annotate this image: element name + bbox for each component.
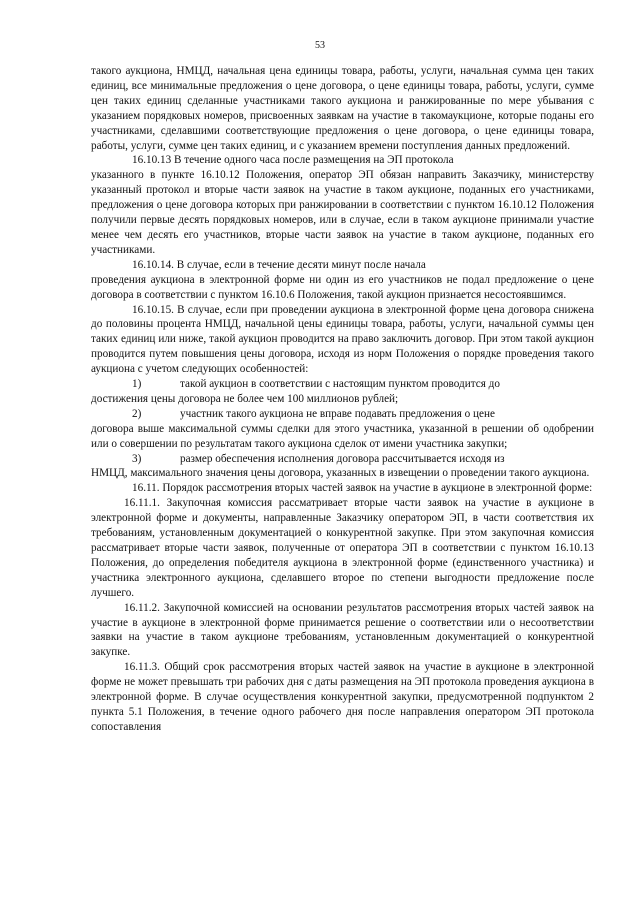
paragraph-16-11-3: 16.11.3. Общий срок рассмотрения вторых частей заявок на участие в аукционе в электронной форме не может превышать три рабочих дня с даты размещения на ЭП протокола проведения аукциона в электронной форме. В случае осуществления конкурентной закупки, предусмотренной подпунктом 2 пункта 5.1 Положения, в течение одного рабочего дня после направления оператором ЭП протокола сопоставления: [91, 661, 594, 733]
list-item-number: 3): [132, 452, 142, 465]
list-item-continuation: НМЦД, максимального значения цены договора, указанных в извещении о проведении такого аукциона.: [91, 467, 590, 480]
list-item-first-line: участник такого аукциона не вправе подавать предложения о цене: [180, 407, 495, 420]
list-item-first-line: такой аукцион в соответствии с настоящим пунктом проводится до: [180, 378, 500, 391]
paragraph-16-10-14-body: проведения аукциона в электронной форме ни один из его участников не подал предложение о цене договора в соответствии с пунктом 16.10.6 Положения, такой аукцион признается несостоявшимся.: [91, 273, 594, 301]
document-body: [91, 64, 594, 735]
paragraph-16-10-13-body: указанного в пункте 16.10.12 Положения, оператор ЭП обязан направить Заказчику, министерству указанный протокол и вторые части заявок на участие в таком аукционе, поданных его участниками, предложения о цене договора которых при ранжировании в соответствии с пунктом 16.10.12 Положения получили первые десять порядковых номеров, или в случае, если в таком аукционе принимали участие менее чем десять его участников, вторые части заявок на участие в таком аукционе, поданных его участниками.: [91, 169, 594, 256]
list-item-continuation: договора выше максимальной суммы сделки для этого участника, указанной в решении об одобрении или о совершении по результатам такого аукциона сделок от имени участника закупки;: [91, 422, 594, 450]
list-item-2: [91, 407, 594, 422]
list-item-3: [91, 452, 594, 467]
list-item-number: 1): [132, 378, 142, 391]
paragraph-16-10-13-lead: 16.10.13 В течение одного часа после размещения на ЭП протокола: [132, 154, 454, 167]
page-number: 53: [315, 40, 325, 51]
paragraph-16-11-heading: 16.11. Порядок рассмотрения вторых частей заявок на участие в аукционе в электронной форме:: [132, 482, 593, 495]
paragraph-16-11-1: 16.11.1. Закупочная комиссия рассматривает вторые части заявок на участие в аукционе в электронной форме и документы, направленные Заказчику оператором ЭП, в части соответствия их требованиям, установленным документацией о конкурентной закупке. При этом закупочная комиссия рассматривает вторые части заявок, полученные от оператора ЭП в соответствии с пунктом 16.10.13 Положения, до определения победителя аукциона в электронной форме (единственного участника) и участника электронного аукциона, сделавшего второе по степени выгодности предложение после лучшего.: [91, 497, 594, 599]
list-item-first-line: размер обеспечения исполнения договора рассчитывается исходя из: [180, 452, 505, 465]
paragraph-16-11-2: 16.11.2. Закупочной комиссией на основании результатов рассмотрения вторых частей заявок на участие в аукционе в электронной форме принимается решение о соответствии или о несоответствии заявки на участие в таком аукционе требованиям, установленным документацией о конкурентной закупке.: [91, 601, 594, 659]
paragraph-auction-protocol-content: такого аукциона, НМЦД, начальная цена единицы товара, работы, услуги, начальная сумма цен таких единиц, все минимальные предложения о цене договора, о цене единицы товара, работы, услуги, сумме цен таких единиц сделанные участниками такого аукциона и ранжированные по мере убывания с указанием порядковых номеров, присвоенных заявкам на участие в такомаукционе, которые поданы его участниками, сделавшими соответствующие предложения о цене договора, о цене единицы товара, работы, услуги, сумме цен таких единиц, и с указанием времени поступления данных предложений.: [91, 65, 594, 152]
list-item-continuation: достижения цены договора не более чем 100 миллионов рублей;: [91, 392, 399, 405]
paragraph-16-10-14-lead: 16.10.14. В случае, если в течение десяти минут после начала: [132, 258, 426, 271]
paragraph-16-10-15: 16.10.15. В случае, если при проведении аукциона в электронной форме цена договора снижена до половины процента НМЦД, начальной цены единицы товара, работы, услуги, начальной суммы цен таких единиц или ниже, такой аукцион проводится на право заключить договор. При этом такой аукцион проводится путем повышения цены договора, исходя из норм Положения о порядке проведения такого аукциона с учетом следующих особенностей:: [91, 303, 594, 376]
list-item-number: 2): [132, 407, 142, 420]
list-item-1: [91, 377, 594, 392]
